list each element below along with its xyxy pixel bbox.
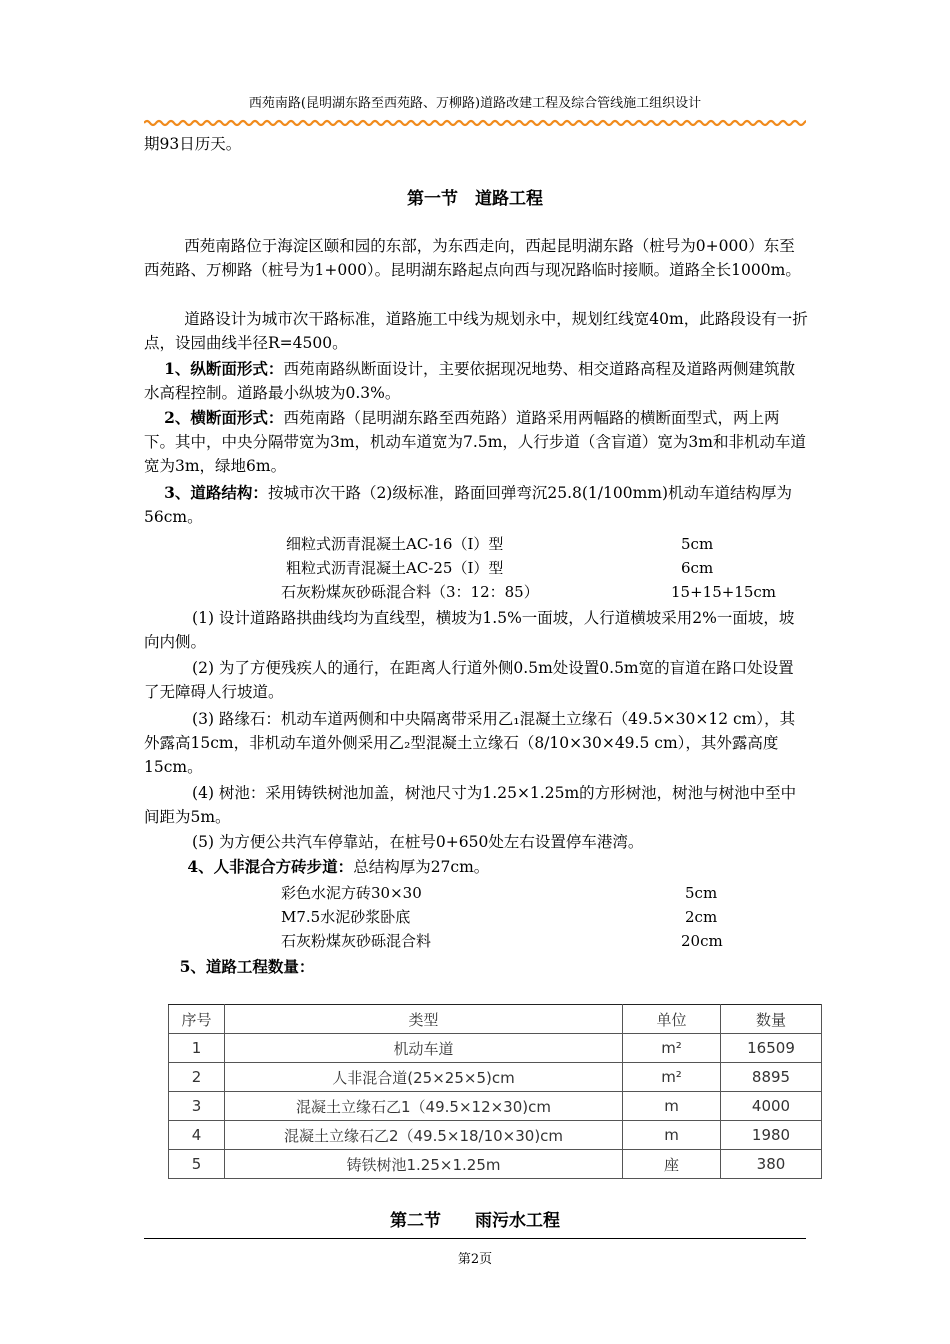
table-cell: 380 — [721, 1150, 822, 1179]
table-row — [169, 1150, 822, 1179]
header-wave-divider — [144, 118, 806, 128]
table-header-row — [169, 1005, 822, 1034]
table-cell: 5 — [169, 1150, 225, 1179]
table-cell: m² — [623, 1063, 721, 1092]
header-cell: 序号 — [169, 1005, 225, 1034]
note-tree-pit: (4) 树池：采用铸铁树池加盖，树池尺寸为1.25×1.25m的方形树池，树池与树池中至中间距为5m。 — [144, 784, 797, 826]
note-bus-bay: (5) 为方便公共汽车停靠站，在桩号0+650处左右设置停车港湾。 — [192, 833, 644, 851]
table-cell: 铸铁树池1.25×1.25m — [225, 1150, 623, 1179]
table-cell: 混凝土立缘石乙2（49.5×18/10×30)cm — [225, 1121, 623, 1150]
item-text: 西苑南路（昆明湖东路至西苑路）道路采用两幅路的横断面型式，两上两下。其中，中央分隔带宽为3m，机动车道宽为7.5m，人行步道（含盲道）宽为3m和非机动车道宽为3m，绿地6m。 — [144, 409, 806, 475]
table-cell: 座 — [623, 1150, 721, 1179]
table-cell: 16509 — [721, 1034, 822, 1063]
item-longitudinal — [144, 357, 809, 405]
item-text: 总结构厚为27cm。 — [353, 858, 490, 876]
item-cross-section — [144, 406, 809, 478]
item-label: 3、道路结构： — [164, 483, 268, 502]
quantity-table — [168, 1004, 822, 1179]
road-layer-thickness: 15+15+15cm — [671, 583, 777, 601]
table-cell: 4000 — [721, 1092, 822, 1121]
walk-layer-thickness: 2cm — [685, 908, 718, 926]
item-sidewalk — [144, 855, 809, 879]
road-layer-name: 粗粒式沥青混凝土AC-25（Ⅰ）型 — [286, 559, 504, 577]
intro-paragraph-2: 道路设计为城市次干路标准，道路施工中线为规划永中，规划红线宽40m，此路段设有一折点，设园曲线半径R=4500。 — [144, 310, 808, 352]
section-title-drainage: 第二节 雨污水工程 — [390, 1211, 560, 1231]
table-cell: 2 — [169, 1063, 225, 1092]
table-cell: 混凝土立缘石乙1（49.5×12×30)cm — [225, 1092, 623, 1121]
item-label: 2、横断面形式： — [164, 408, 284, 427]
walk-layer-name: 石灰粉煤灰砂砾混合料 — [281, 932, 432, 950]
table-cell: m — [623, 1092, 721, 1121]
table-row — [169, 1092, 822, 1121]
continuation-text: 期93日历天。 — [144, 135, 242, 153]
table-cell: 机动车道 — [225, 1034, 623, 1063]
note-curb-stone: (3) 路缘石：机动车道两侧和中央隔离带采用乙₁混凝土立缘石（49.5×30×12 cm），其外露高15cm，非机动车道外侧采用乙₂型混凝土立缘石（8/10×30×49.5 cm），其外露高度15cm。 — [144, 710, 796, 776]
footer-divider — [144, 1238, 806, 1239]
item-label: 4、人非混合方砖步道： — [187, 857, 354, 876]
road-layer-name: 石灰粉煤灰砂砾混合料（3：12：85） — [281, 583, 539, 601]
walk-layer-thickness: 20cm — [681, 932, 723, 950]
item-quantities: 5、道路工程数量： — [179, 957, 315, 976]
item-text: 按城市次干路（2)级标准，路面回弹弯沉25.8(1/100mm)机动车道结构厚为56cm。 — [144, 484, 793, 526]
table-cell: m — [623, 1121, 721, 1150]
table-cell: m² — [623, 1034, 721, 1063]
header-cell: 数量 — [721, 1005, 822, 1034]
header-cell: 单位 — [623, 1005, 721, 1034]
page-number: 第2页 — [457, 1252, 493, 1267]
table-row — [169, 1034, 822, 1063]
note-blind-path: (2) 为了方便残疾人的通行，在距离人行道外侧0.5m处设置0.5m宽的盲道在路口处设置了无障碍人行坡道。 — [144, 659, 794, 701]
section-title-road: 第一节 道路工程 — [407, 189, 543, 209]
road-layer-name: 细粒式沥青混凝土AC-16（Ⅰ）型 — [286, 535, 504, 553]
road-layer-thickness: 6cm — [681, 559, 714, 577]
table-cell: 4 — [169, 1121, 225, 1150]
table-row — [169, 1121, 822, 1150]
table-cell: 1 — [169, 1034, 225, 1063]
table-cell: 3 — [169, 1092, 225, 1121]
page-header: 西苑南路(昆明湖东路至西苑路、万柳路)道路改建工程及综合管线施工组织设计 — [248, 96, 702, 111]
table-cell: 人非混合道(25×25×5)cm — [225, 1063, 623, 1092]
item-road-structure — [144, 481, 809, 529]
table-cell: 8895 — [721, 1063, 822, 1092]
item-label: 1、纵断面形式： — [164, 359, 284, 378]
walk-layer-thickness: 5cm — [685, 884, 718, 902]
table-row — [169, 1063, 822, 1092]
walk-layer-name: 彩色水泥方砖30×30 — [281, 884, 422, 902]
intro-paragraph-1: 西苑南路位于海淀区颐和园的东部，为东西走向，西起昆明湖东路（桩号为0+000）东至西苑路、万柳路（桩号为1+000）。昆明湖东路起点向西与现况路临时接顺。道路全长1000m。 — [144, 237, 801, 279]
table-cell: 1980 — [721, 1121, 822, 1150]
road-layer-thickness: 5cm — [681, 535, 714, 553]
note-crown-line: (1) 设计道路路拱曲线均为直线型，横坡为1.5%一面坡，人行道横坡采用2%一面坡，坡向内侧。 — [144, 609, 795, 651]
item-text: 西苑南路纵断面设计，主要依据现况地势、相交道路高程及道路两侧建筑散水高程控制。道路最小纵坡为0.3%。 — [144, 360, 795, 402]
walk-layer-name: M7.5水泥砂浆卧底 — [281, 908, 411, 926]
header-cell: 类型 — [225, 1005, 623, 1034]
